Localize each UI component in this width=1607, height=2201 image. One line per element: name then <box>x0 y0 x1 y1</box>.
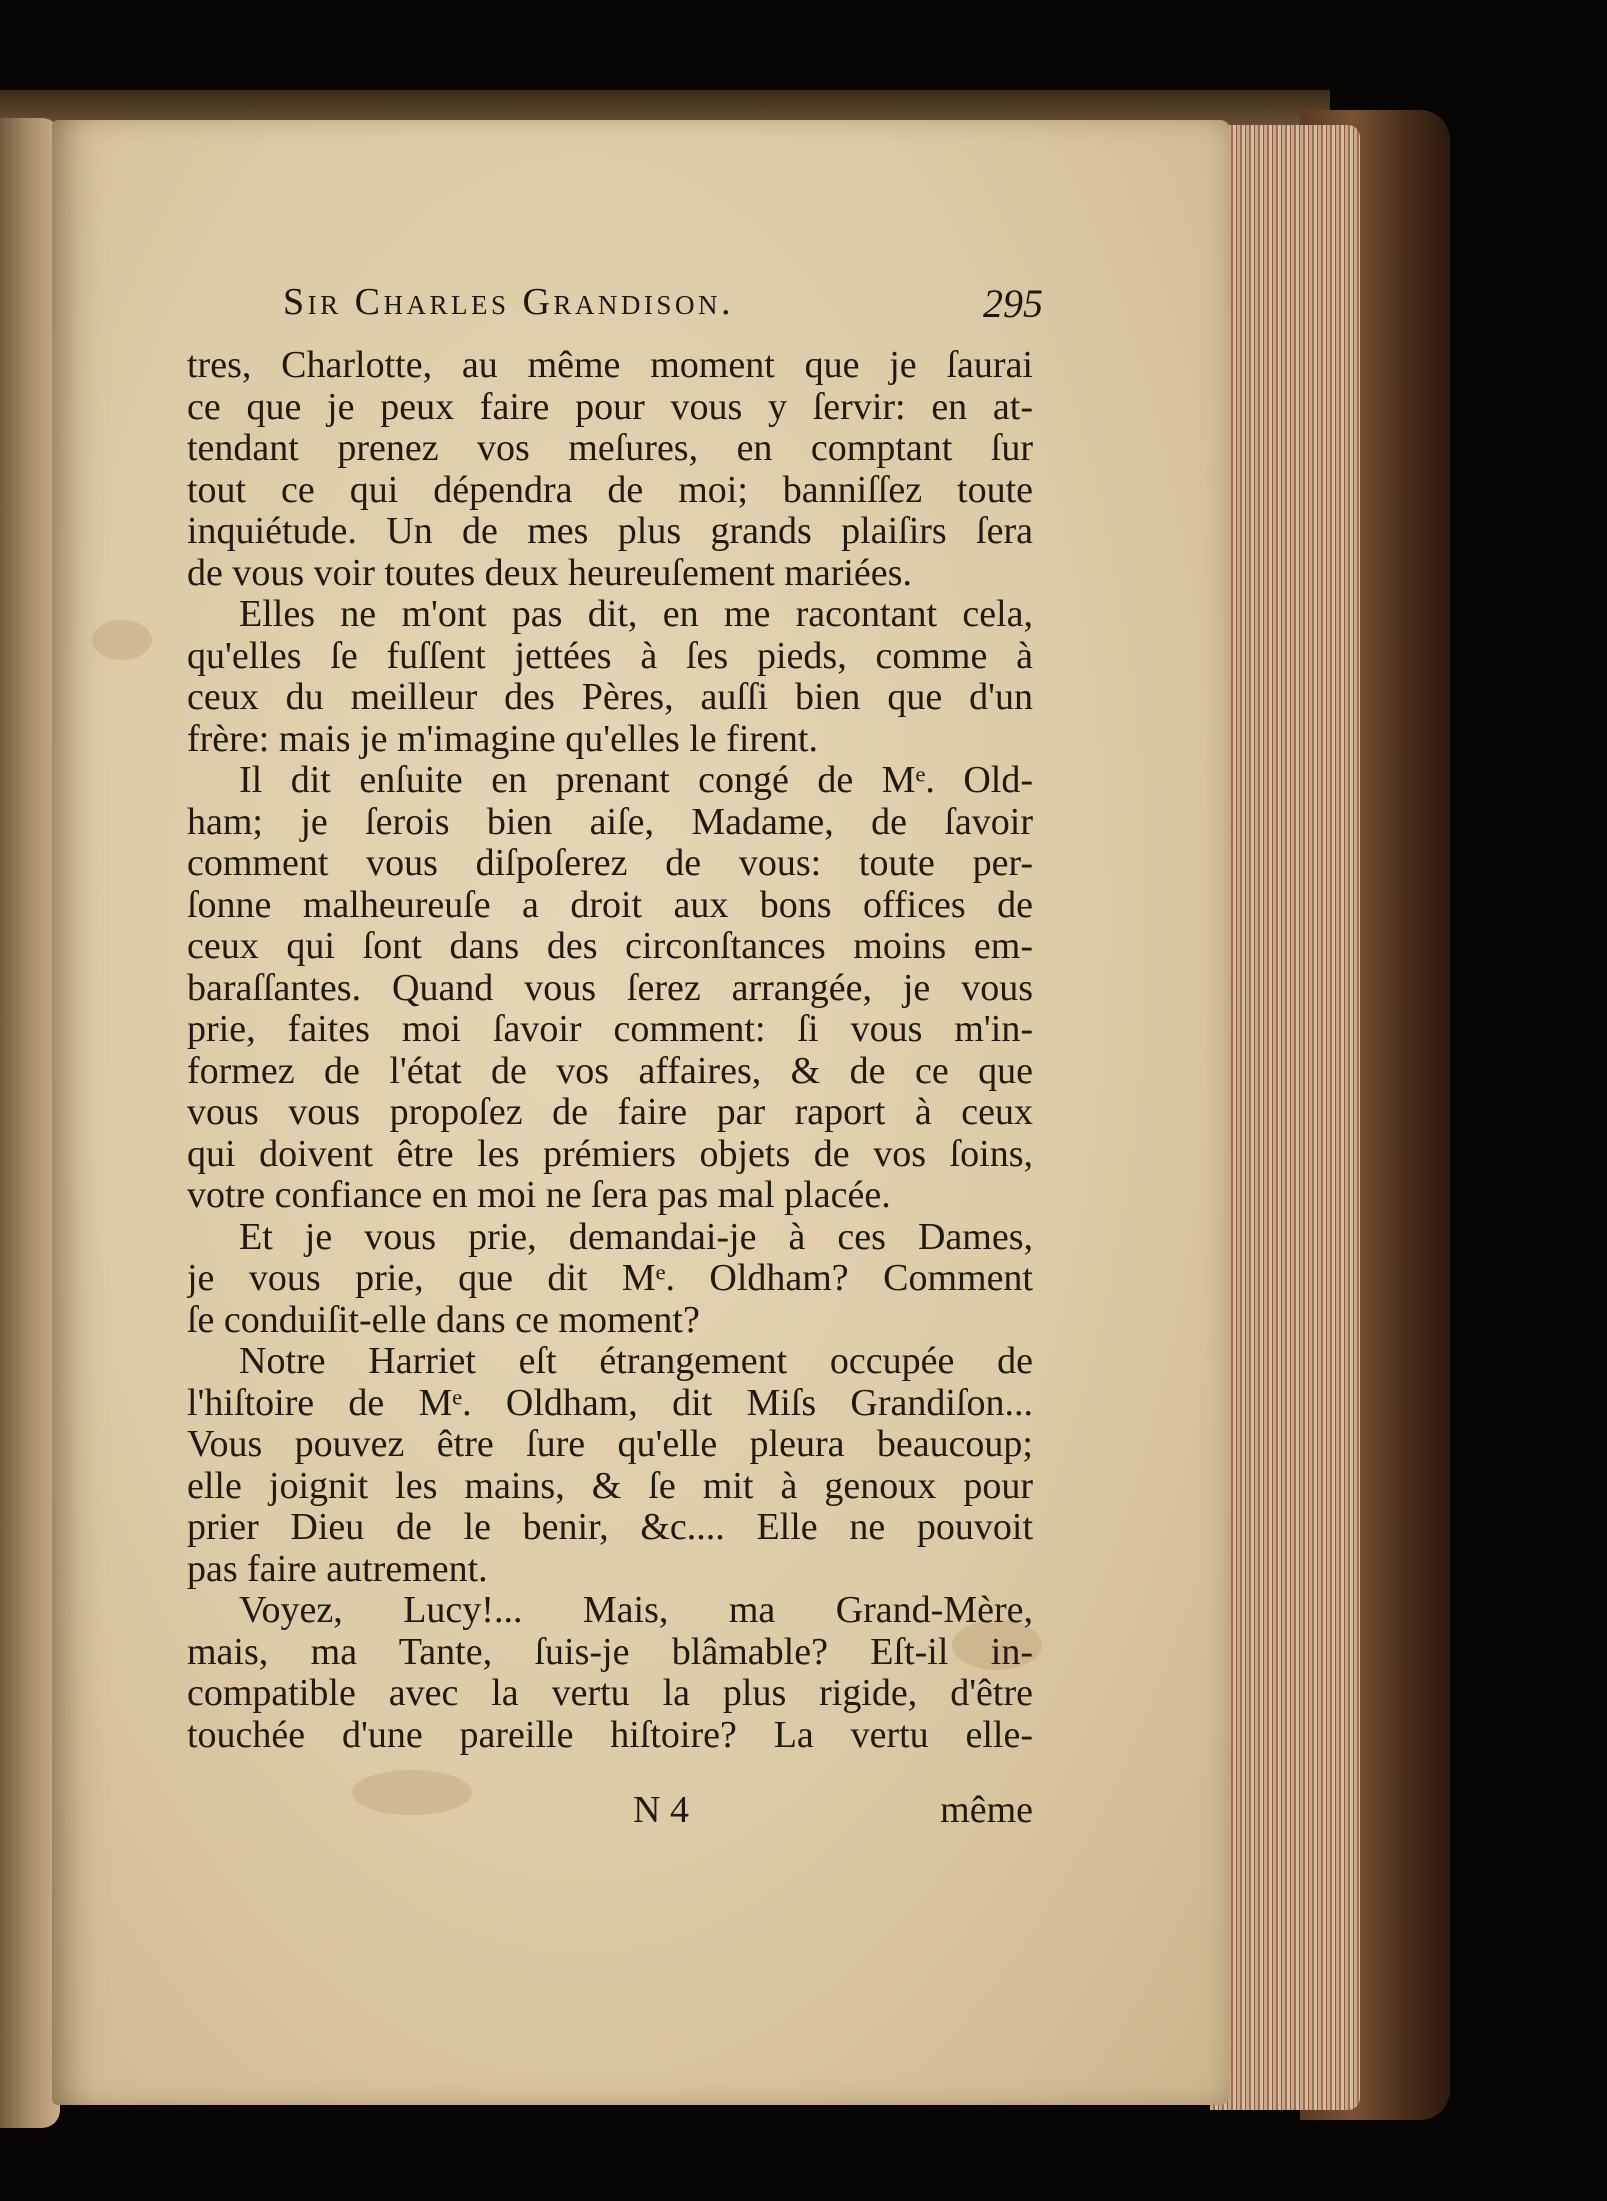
text-line: vous vous propoſez de faire par raport à ceux <box>187 1092 1033 1133</box>
text-line: Et je vous prie, demandai-je à ces Dames, <box>239 1216 1033 1258</box>
page-footer <box>187 1788 1033 1838</box>
page-fore-edge <box>1210 125 1360 2110</box>
text-line: formez de l'état de vos affaires, & de ce que <box>187 1050 1033 1092</box>
text-line: prie, faites moi ſavoir comment: ſi vous m'in- <box>187 1009 1033 1050</box>
text-line: frère: mais je m'imagine qu'elles le firent. <box>187 718 818 760</box>
text-line: touchée d'une pareille hiſtoire? La vertu elle- <box>187 1714 1033 1756</box>
text-line: Vous pouvez être ſure qu'elle pleura beaucoup; <box>187 1424 1033 1465</box>
text-line: qui doivent être les prémiers objets de vos ſoins, <box>187 1133 1033 1175</box>
text-line: prier Dieu de le benir, &c.... Elle ne pouvoit <box>187 1507 1033 1548</box>
text-line: compatible avec la vertu la plus rigide, d'être <box>187 1673 1033 1714</box>
text-line: de vous voir toutes deux heureuſement mariées. <box>187 552 912 594</box>
text-line: qu'elles ſe fuſſent jettées à ſes pieds, comme à <box>187 635 1033 677</box>
text-line: tendant prenez vos meſures, en comptant ſur <box>187 428 1033 469</box>
catchword: même <box>940 1789 1033 1831</box>
text-line: ceux qui ſont dans des circonſtances moins em- <box>187 926 1033 967</box>
text-line: pas faire autrement. <box>187 1548 488 1590</box>
text-line: mais, ma Tante, ſuis-je blâmable? Eſt-il in- <box>187 1631 1033 1673</box>
text-line: ſonne malheureuſe a droit aux bons offices de <box>187 884 1033 926</box>
page-body <box>187 345 1033 1756</box>
text-line: ſe conduiſit-elle dans ce moment? <box>187 1299 700 1341</box>
text-line: baraſſantes. Quand vous ſerez arrangée, je vous <box>187 967 1033 1009</box>
running-title: Sir Charles Grandison. <box>283 281 734 323</box>
text-line: tres, Charlotte, au même moment que je ſaurai <box>187 345 1033 386</box>
text-line: votre confiance en moi ne ſera pas mal placée. <box>187 1175 891 1216</box>
text-line: elle joignit les mains, & ſe mit à genoux pour <box>187 1465 1033 1507</box>
text-line: ham; je ſerois bien aiſe, Madame, de ſavoir <box>187 801 1033 843</box>
text-line: Elles ne m'ont pas dit, en me racontant cela, <box>239 594 1033 635</box>
running-header <box>283 280 1043 334</box>
text-line: inquiétude. Un de mes plus grands plaiſirs ſera <box>187 511 1033 552</box>
text-line: Notre Harriet eſt étrangement occupée de <box>239 1341 1033 1382</box>
previous-page-edge <box>0 118 60 2128</box>
text-line: je vous prie, que dit Mᵉ. Oldham? Comment <box>187 1258 1033 1299</box>
text-line: tout ce qui dépendra de moi; banniſſez toute <box>187 469 1033 511</box>
page-number: 295 <box>983 281 1043 326</box>
text-line: ce que je peux faire pour vous y ſervir: en at- <box>187 386 1033 428</box>
text-line: ceux du meilleur des Pères, auſſi bien que d'un <box>187 677 1033 718</box>
text-line: Voyez, Lucy!... Mais, ma Grand-Mère, <box>239 1590 1033 1631</box>
signature-mark: N 4 <box>633 1789 689 1831</box>
text-line: Il dit enſuite en prenant congé de Mᵉ. Old- <box>239 760 1033 801</box>
text-line: l'hiſtoire de Mᵉ. Oldham, dit Miſs Grandiſon... <box>187 1382 1033 1424</box>
text-line: comment vous diſpoſerez de vous: toute per- <box>187 843 1033 884</box>
